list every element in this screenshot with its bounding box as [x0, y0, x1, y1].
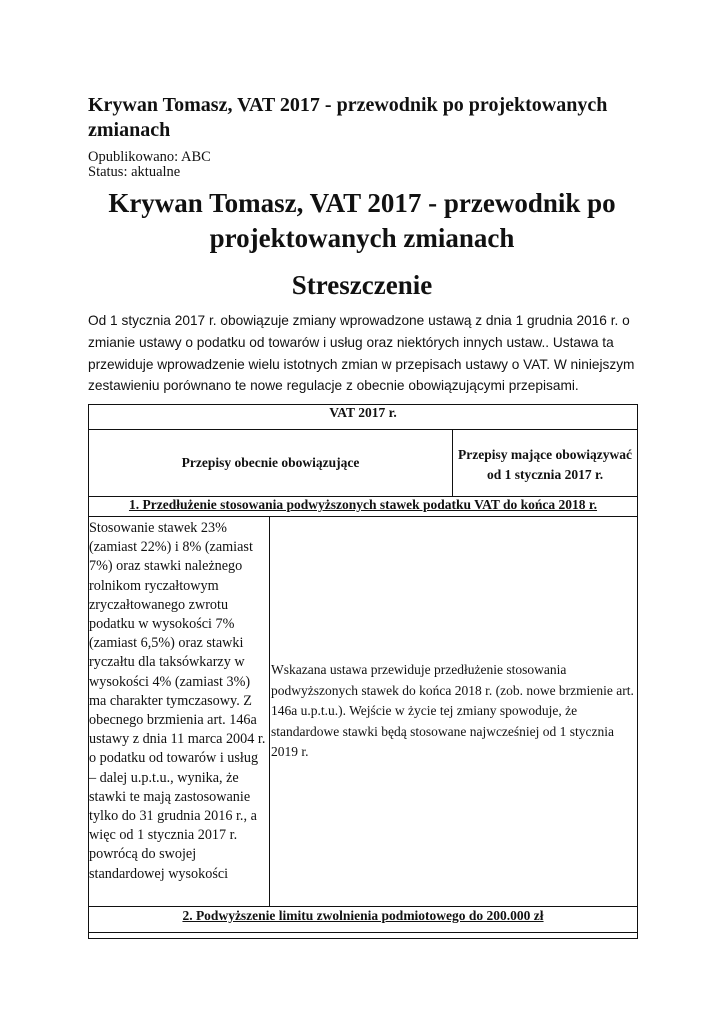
empty-cell — [89, 933, 638, 939]
summary-paragraph: Od 1 stycznia 2017 r. obowiązuje zmiany wprowadzone ustawą z dnia 1 grudnia 2016 r. o zmianie ustawy o podatku od towarów i usług oraz niektórych innych ustaw.. Ustawa ta przewiduje wprowadzenie wielu istotnych zmian w przepisach ustawy o VAT. W niniejszym zestawieniu porównano te nowe regulacje z obecnie obowiązującymi przepisami. — [88, 313, 635, 394]
published-by: Opublikowano: ABC — [88, 149, 211, 165]
comparison-table — [88, 404, 638, 939]
summary-heading: Streszczenie — [291, 270, 433, 300]
main-title: Krywan Tomasz, VAT 2017 - przewodnik po projektowanych zmianach — [108, 188, 616, 253]
column-header-current: Przepisy obecnie obowiązujące — [89, 430, 453, 497]
status-line: Status: aktualne — [88, 164, 181, 180]
table-row — [89, 517, 638, 907]
table-title-row — [89, 405, 638, 430]
document-title: Krywan Tomasz, VAT 2017 - przewodnik po projektowanych zmianach — [88, 94, 608, 141]
current-regulation-cell: Stosowanie stawek 23% (zamiast 22%) i 8% (zamiast 7%) oraz stawki należnego rolnikom ryczałtowym zryczałtowanego zwrotu podatku w wysokości 7% (zamiast 6,5%) oraz stawki ryczałtu dla taksówkarzy w wysokości 4% (zamiast 3%) ma charakter tymczasowy. Z obecnego brzmienia art. 146a ustawy z dnia 11 marca 2004 r. o podatku od towarów i usług – dalej u.p.t.u., wynika, że stawki te mają zastosowanie tylko do 31 grudnia 2016 r., a więc od 1 stycznia 2017 r. powrócą do swojej standardowej wysokości — [89, 517, 270, 907]
section-heading-row — [89, 497, 638, 517]
table-row — [89, 933, 638, 939]
section-heading — [89, 497, 638, 517]
section-heading-row — [89, 907, 638, 933]
table-title: VAT 2017 r. — [89, 405, 638, 430]
section-heading — [89, 907, 638, 933]
new-regulation-cell: Wskazana ustawa przewiduje przedłużenie stosowania podwyższonych stawek do końca 2018 r. (zob. nowe brzmienie art. 146a u.p.t.u.). Wejście w życie tej zmiany spowoduje, że standardowe stawki będą stosowane najwcześniej od 1 stycznia 2019 r. — [270, 517, 638, 907]
table-header-row — [89, 430, 638, 497]
section-heading-text: 2. Podwyższenie limitu zwolnienia podmiotowego do 200.000 zł — [182, 908, 544, 923]
column-header-new: Przepisy mające obowiązywać od 1 stycznia 2017 r. — [453, 430, 638, 497]
section-heading-text: 1. Przedłużenie stosowania podwyższonych stawek podatku VAT do końca 2018 r. — [128, 497, 598, 512]
